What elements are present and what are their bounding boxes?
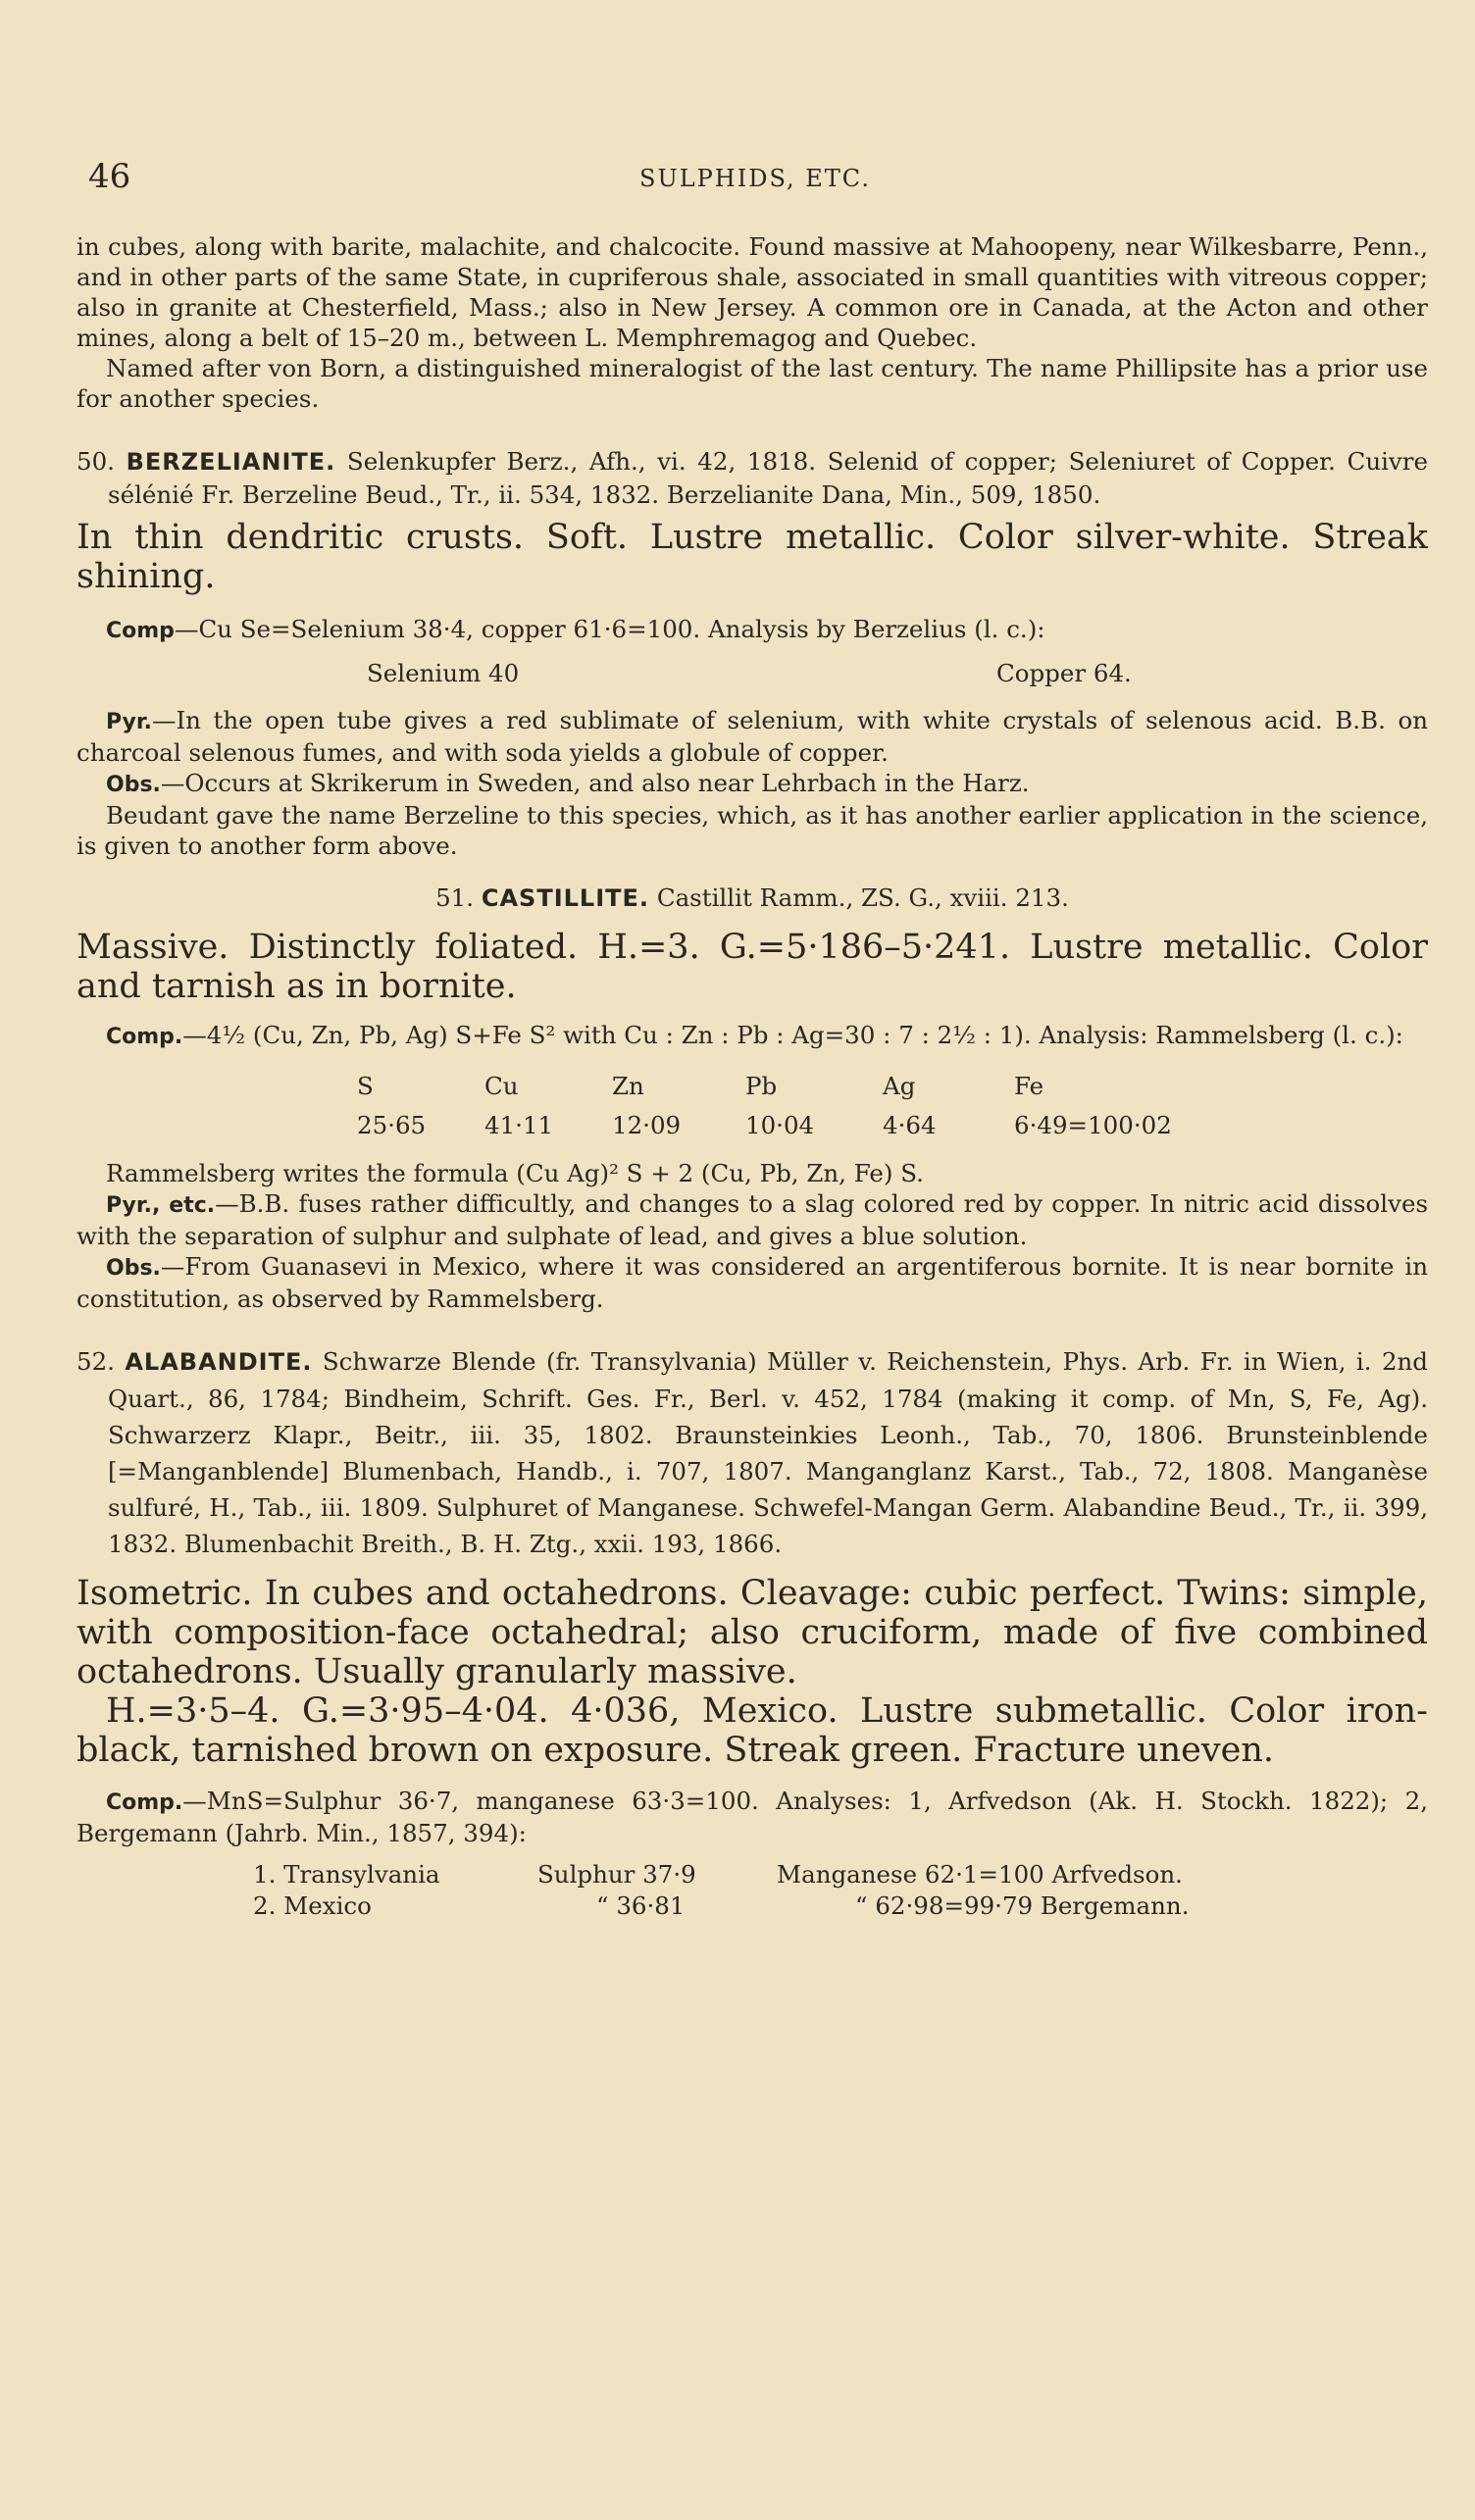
species-number: 52. (76, 1347, 115, 1376)
species-name: CASTILLITE. (481, 884, 650, 912)
analysis-manganese: “ 62·98=99·79 Bergemann. (855, 1890, 1190, 1920)
analysis-header: Fe (1014, 1071, 1044, 1100)
analysis-sulphur: Sulphur 37·9 (537, 1859, 696, 1889)
obs-label: Obs. (106, 773, 161, 797)
analysis-copper: Copper 64. (996, 659, 1132, 687)
observations (76, 768, 1428, 800)
comp-text: —MnS=Sulphur 36·7, manganese 63·3=100. Analyses: 1, Arfvedson (Ak. H. Stockh. 1822); 2, Bergemann (Jahrb. Min., 1857, 394): (76, 1787, 1428, 1847)
analyses-table (253, 1858, 1190, 1921)
analysis-header: Cu (484, 1071, 519, 1100)
synonymy-text: Schwarze Blende (fr. Transylvania) Müller v. Reichenstein, Phys. Arb. Fr. in Wien, i. 2nd Quart., 86, 1784; Bindheim, Schrift. Ges. Fr., Berl. v. 452, 1784 (making it comp. of Mn, S, Fe, Ag). Schwarzerz Klapr., Beitr., iii. 35, 1802. Braunsteinkies Leonh., Tab., 70, 1806. Brunsteinblende [=Manganblende] Blumenbach, Handb., i. 707, 1807. Manganglanz Karst., Tab., 72, 1808. Manganèse sulfuré, H., Tab., iii. 1809. Sulphuret of Manganese. Schwefel-Mangan Germ. Alabandine Beud., Tr., ii. 399, 1832. Blumenbachit Breith., B. H. Ztg., xxii. 193, 1866. (108, 1347, 1428, 1558)
composition (76, 1020, 1428, 1052)
entry-castillite (76, 882, 1428, 1314)
comp-label: Comp. (106, 1025, 183, 1049)
analysis-locality: 1. Transylvania (253, 1859, 440, 1889)
description: In thin dendritic crusts. Soft. Lustre metallic. Color silver-white. Streak shining. (76, 518, 1428, 596)
formula-note: Rammelsberg writes the formula (Cu Ag)² S + 2 (Cu, Pb, Zn, Fe) S. (106, 1159, 924, 1187)
species-name: BERZELIANITE. (126, 448, 336, 476)
analysis-row (76, 654, 1428, 693)
entry-berzelianite (76, 445, 1428, 861)
obs-text: —Occurs at Skrikerum in Sweden, and also near Lehrbach in the Harz. (160, 769, 1030, 797)
pyr-label: Pyr., etc. (106, 1193, 216, 1218)
description-physical: H.=3·5–4. G.=3·95–4·04. 4·036, Mexico. Lustre submetallic. Color iron-black, tarnished brown on exposure. Streak green. Fracture uneven. (76, 1691, 1428, 1770)
analysis-value-row (357, 1105, 1172, 1144)
analysis-row (253, 1858, 1190, 1890)
analysis-value: 41·11 (484, 1110, 554, 1139)
pyrognostics (76, 705, 1428, 768)
obs-label: Obs. (106, 1256, 161, 1281)
page-number: 46 (88, 157, 131, 196)
analysis-header: Zn (612, 1071, 644, 1100)
running-title: SULPHIDS, ETC. (639, 165, 871, 192)
synonymy (76, 445, 1428, 512)
analysis-header: Pb (745, 1071, 778, 1100)
synonymy-text: Selenkupfer Berz., Afh., vi. 42, 1818. Selenid of copper; Seleniuret of Copper. Cuivre sélénié Fr. Berzeline Beud., Tr., ii. 534, 1832. Berzelianite Dana, Min., 509, 1850. (108, 447, 1428, 509)
note: Beudant gave the name Berzeline to this species, which, as it has another earlier application in the science, is given to another form above. (76, 801, 1428, 860)
species-number: 51. (435, 883, 475, 912)
intro-paragraph: in cubes, along with barite, malachite, and chalcocite. Found massive at Mahoopeny, near Wilkesbarre, Penn., and in other parts of the same State, in cupriferous shale, associated in small quantities with vitreous copper; also in granite at Chesterfield, Mass.; also in New Jersey. A common ore in Canada, at the Acton and other mines, along a belt of 15–20 m., between L. Memphremagog and Quebec. (76, 232, 1428, 352)
analysis-sulphur: “ 36·81 (596, 1890, 686, 1920)
pyr-text: —In the open tube gives a red sublimate of selenium, with white crystals of selenous acid. B.B. on charcoal selenous fumes, and with soda yields a globule of copper. (76, 706, 1428, 767)
analysis-value: 4·64 (883, 1110, 937, 1139)
comp-text: —4½ (Cu, Zn, Pb, Ag) S+Fe S² with Cu : Zn : Pb : Ag=30 : 7 : 2½ : 1). Analysis: Rammelsberg (l. c.): (182, 1021, 1403, 1049)
comp-label: Comp. (106, 1790, 183, 1815)
synonymy (76, 1343, 1428, 1562)
species-name: ALABANDITE. (125, 1348, 313, 1376)
analysis-header: S (357, 1071, 374, 1100)
analysis-locality: 2. Mexico (253, 1890, 372, 1920)
analysis-table (357, 1066, 1172, 1144)
analysis-value: 12·09 (612, 1110, 682, 1139)
obs-text: —From Guanasevi in Mexico, where it was considered an argentiferous bornite. It is near bornite in constitution, as observed by Rammelsberg. (76, 1252, 1428, 1313)
page-content (76, 231, 1428, 1921)
analysis-value: 25·65 (357, 1110, 427, 1139)
composition (76, 614, 1428, 646)
analysis-header-row (357, 1066, 1172, 1105)
pyrognostics (76, 1188, 1428, 1251)
analysis-row (253, 1890, 1190, 1921)
comp-label: Comp (106, 619, 175, 643)
entry-alabandite (76, 1343, 1428, 1921)
analysis-selenium: Selenium 40 (367, 659, 520, 687)
analysis-manganese: Manganese 62·1=100 Arfvedson. (777, 1859, 1183, 1889)
page-header (88, 157, 1422, 206)
analysis-header: Ag (883, 1071, 916, 1100)
description-form: Isometric. In cubes and octahedrons. Cleavage: cubic perfect. Twins: simple, with composition-face octahedral; also cruciform, made of five combined octahedrons. Usually granularly massive. (76, 1574, 1428, 1691)
synonymy (76, 882, 1428, 914)
comp-text: —Cu Se=Selenium 38·4, copper 61·6=100. Analysis by Berzelius (l. c.): (174, 615, 1045, 643)
name-origin-paragraph: Named after von Born, a distinguished mineralogist of the last century. The name Phillipsite has a prior use for another species. (76, 354, 1428, 413)
composition (76, 1786, 1428, 1848)
pyr-text: —B.B. fuses rather difficultly, and changes to a slag colored red by copper. In nitric acid dissolves with the separation of sulphur and sulphate of lead, and gives a blue solution. (76, 1189, 1429, 1250)
pyr-label: Pyr. (106, 710, 152, 734)
analysis-value: 6·49=100·02 (1014, 1110, 1172, 1139)
synonymy-text: Castillit Ramm., ZS. G., xviii. 213. (656, 883, 1069, 912)
description: Massive. Distinctly foliated. H.=3. G.=5·186–5·241. Lustre metallic. Color and tarnish as in bornite. (76, 928, 1428, 1006)
analysis-value: 10·04 (745, 1110, 815, 1139)
observations (76, 1251, 1428, 1314)
species-number: 50. (76, 447, 115, 476)
